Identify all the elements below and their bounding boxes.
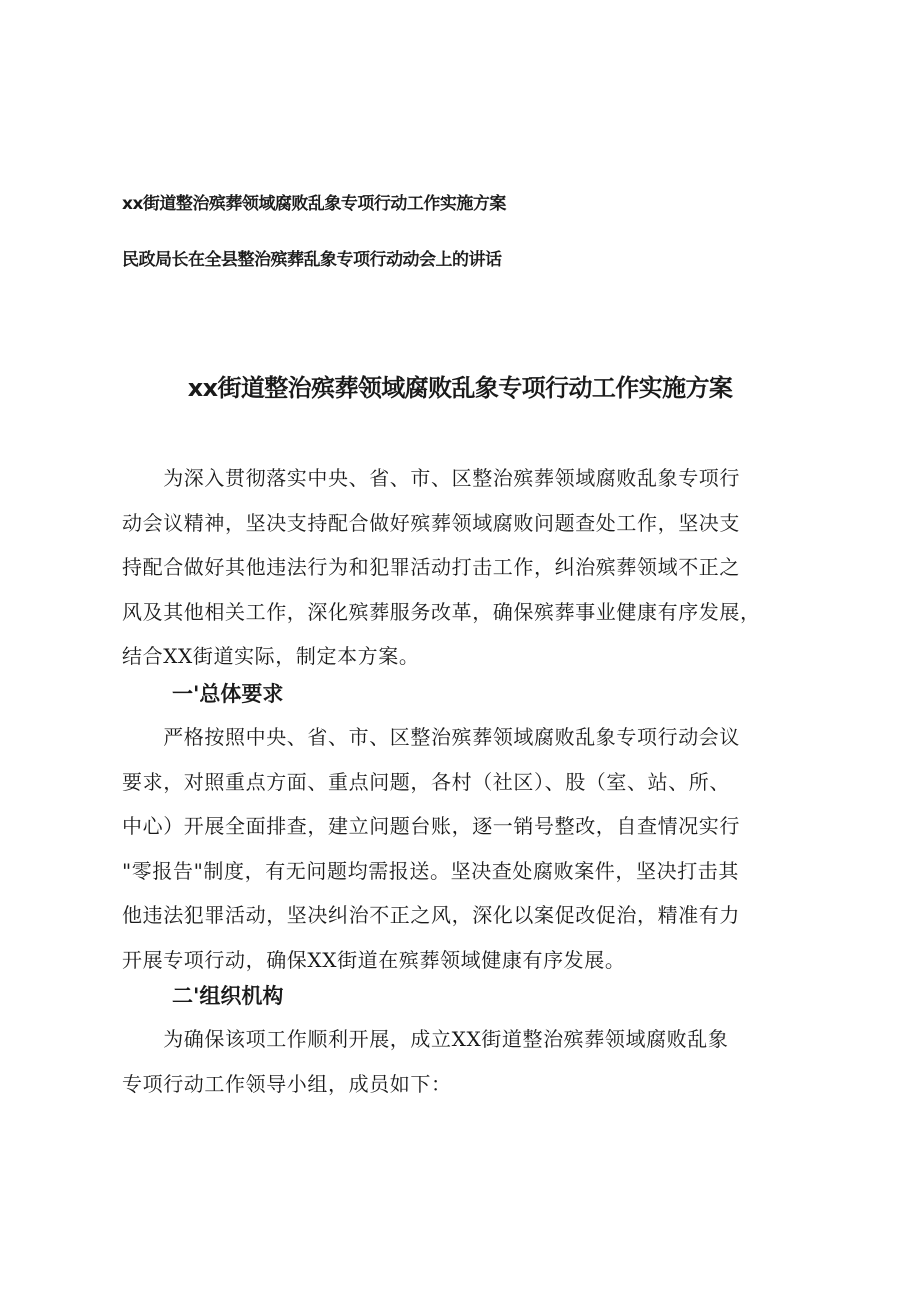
paragraph-line: 为确保该项工作顺利开展，成立XX街道整治殡葬领域腐败乱象: [122, 1027, 729, 1051]
paragraph-intro: [122, 456, 808, 679]
paragraph-organization: [122, 1017, 808, 1106]
toc-entry-director-speech[interactable]: 民政局长在全县整治殡葬乱象专项行动动会上的讲话: [122, 250, 502, 270]
paragraph-line: 严格按照中央、省、市、区整治殡葬领域腐败乱象专项行动会议: [122, 725, 740, 749]
paragraph-line: 他违法犯罪活动，坚决纠治不正之风，深化以案促改促治，精准有力: [122, 903, 740, 927]
paragraph-line: 为深入贯彻落实中央、省、市、区整治殡葬领域腐败乱象专项行: [122, 466, 740, 490]
paragraph-line: 中心）开展全面排查，建立问题台账，逐一销号整改，自查情况实行: [122, 814, 740, 838]
paragraph-line: "零报告"制度，有无问题均需报送。坚决查处腐败案件，坚决打击其: [122, 858, 739, 883]
paragraph-line: 结合XX街道实际，制定本方案。: [122, 644, 420, 668]
paragraph-line: 要求，对照重点方面、重点问题，各村（社区）、股（室、站、所、: [122, 769, 730, 794]
document-title: xx街道整治殡葬领域腐败乱象专项行动工作实施方案: [187, 374, 733, 402]
paragraph-requirements: [122, 715, 808, 982]
paragraph-line: 持配合做好其他违法行为和犯罪活动打击工作，纠治殡葬领域不正之: [122, 555, 740, 579]
toc-entry-implementation-plan[interactable]: xx街道整治殡葬领域腐败乱象专项行动工作实施方案: [122, 194, 506, 214]
paragraph-line: 专项行动工作领导小组，成员如下：: [122, 1071, 452, 1096]
paragraph-line: 风及其他相关工作，深化殡葬服务改革，确保殡葬事业健康有序发展，: [122, 599, 761, 624]
paragraph-line: 开展专项行动，确保XX街道在殡葬领域健康有序发展。: [122, 947, 626, 972]
section-heading-organization: 二'组织机构: [172, 984, 284, 1008]
section-heading-general-requirements: 一'总体要求: [172, 682, 284, 706]
paragraph-line: 动会议精神，坚决支持配合做好殡葬领域腐败问题查处工作，坚决支: [122, 510, 740, 535]
